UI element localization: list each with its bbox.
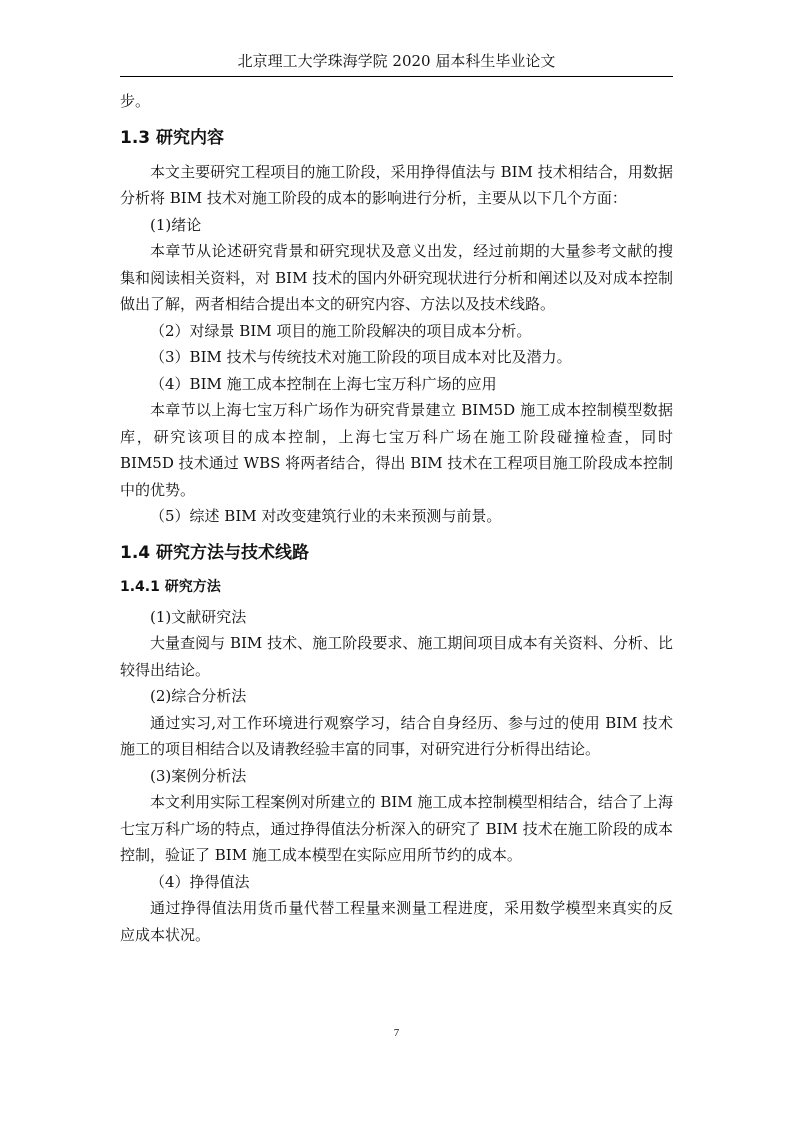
list-item: (1)文献研究法 <box>150 607 247 626</box>
paragraph: 大量查阅与 BIM 技术、施工阶段要求、施工期间项目成本有关资料、分析、比较得出结论。 <box>120 634 673 679</box>
list-item: （4）BIM 施工成本控制在上海七宝万科广场的应用 <box>150 374 497 393</box>
list-item: （2）对绿景 BIM 项目的施工阶段解决的项目成本分析。 <box>150 321 532 340</box>
list-item: （4）挣得值法 <box>150 872 250 891</box>
paragraph: 通过挣得值法用货币量代替工程量来测量工程进度，采用数学模型来真实的反应成本状况。 <box>120 899 673 944</box>
paragraph: 本章节以上海七宝万科广场作为研究背景建立 BIM5D 施工成本控制模型数据库，研究该项目的成本控制，上海七宝万科广场在施工阶段碰撞检查，同时 BIM5D 技术通过 WBS 将两者结合，得出 BIM 技术在工程项目施工阶段成本控制中的优势。 <box>120 401 673 499</box>
header-rule <box>120 76 673 77</box>
paragraph: 本章节从论述研究背景和研究现状及意义出发，经过前期的大量参考文献的搜集和阅读相关资料，对 BIM 技术的国内外研究现状进行分析和阐述以及对成本控制做出了解，两者相结合提出本文的研究内容、方法以及技术线路。 <box>120 242 673 313</box>
list-item: (3)案例分析法 <box>150 766 247 785</box>
list-item: (1)绪论 <box>150 215 202 234</box>
paragraph: 本文利用实际工程案例对所建立的 BIM 施工成本控制模型相结合，结合了上海七宝万科广场的特点，通过挣得值法分析深入的研究了 BIM 技术在施工阶段的成本控制，验证了 BIM 施工成本模型在实际应用所节约的成本。 <box>120 793 673 864</box>
list-item: (2)综合分析法 <box>150 687 247 705</box>
paragraph: 步。 <box>120 92 151 110</box>
page-number: 7 <box>393 1027 400 1039</box>
section-heading-1-4: 1.4 研究方法与技术线路 <box>120 542 310 563</box>
subsection-heading-1-4-1: 1.4.1 研究方法 <box>120 578 221 595</box>
paragraph: 通过实习,对工作环境进行观察学习，结合自身经历、参与过的使用 BIM 技术施工的项目相结合以及请教经验丰富的同事，对研究进行分析得出结论。 <box>120 713 673 758</box>
paragraph: 本文主要研究工程项目的施工阶段，采用挣得值法与 BIM 技术相结合，用数据分析将 BIM 技术对施工阶段的成本的影响进行分析，主要从以下几个方面： <box>120 162 673 207</box>
list-item: （5）综述 BIM 对改变建筑行业的未来预测与前景。 <box>150 507 502 525</box>
document-body <box>120 88 673 948</box>
section-heading-1-3: 1.3 研究内容 <box>120 127 225 148</box>
list-item: （3）BIM 技术与传统技术对施工阶段的项目成本对比及潜力。 <box>150 348 572 366</box>
page-header-title: 北京理工大学珠海学院 2020 届本科生毕业论文 <box>237 52 556 70</box>
